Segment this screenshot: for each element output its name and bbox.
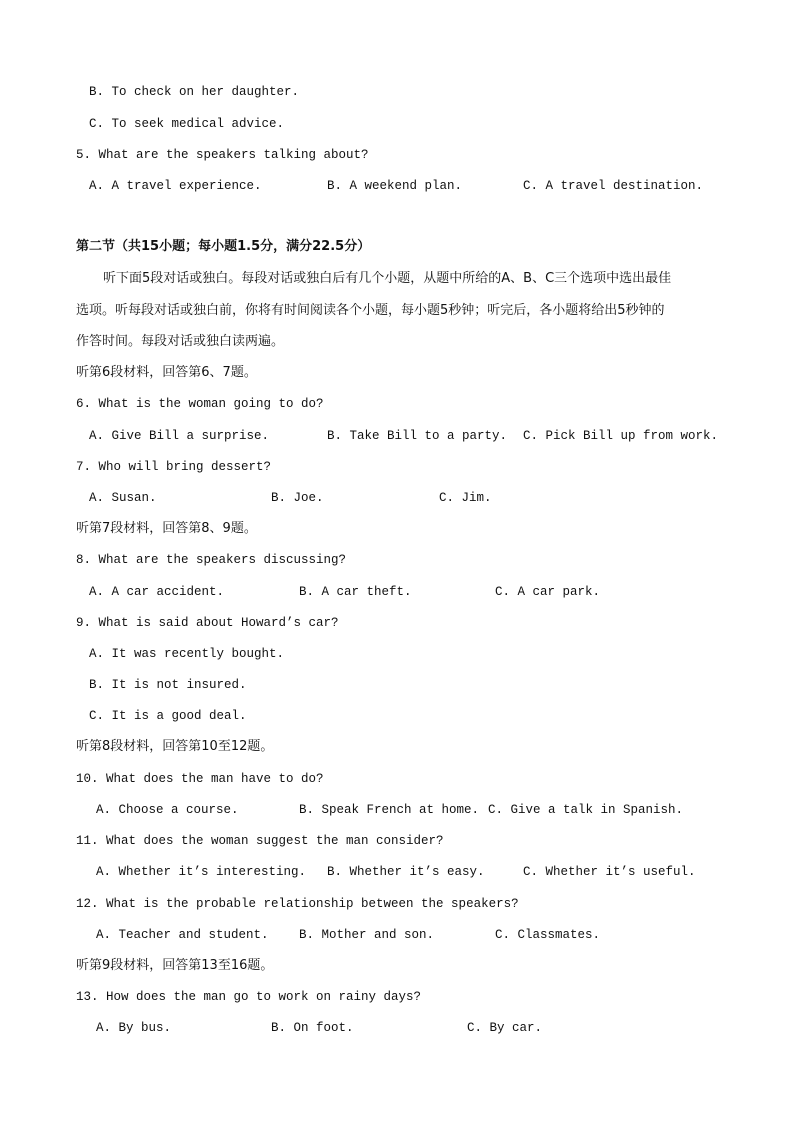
q12-option-a: A. Teacher and student.: [96, 928, 269, 942]
part6-label: 听第6段材料，回答第6、7题。: [76, 365, 257, 380]
q11-option-b: B. Whether it’s easy.: [327, 865, 485, 879]
q10-option-b: B. Speak French at home.: [299, 803, 480, 817]
q7-option-b: B. Joe.: [271, 491, 324, 505]
part9-label: 听第9段材料，回答第13至16题。: [76, 958, 274, 973]
q9-option-b: B. It is not insured.: [89, 678, 247, 692]
q5-option-b: B. A weekend plan.: [327, 179, 463, 193]
q6-stem: 6. What is the woman going to do?: [76, 397, 324, 411]
q4-option-c: C. To seek medical advice.: [89, 117, 285, 131]
q11-stem: 11. What does the woman suggest the man consider?: [76, 834, 444, 848]
q7-option-a: A. Susan.: [89, 491, 157, 505]
q8-option-b: B. A car theft.: [299, 585, 412, 599]
q6-option-c: C. Pick Bill up from work.: [523, 429, 719, 443]
instructions-line-3: 作答时间。每段对话或独白读两遍。: [76, 334, 285, 349]
q8-stem: 8. What are the speakers discussing?: [76, 553, 347, 567]
q6-option-b: B. Take Bill to a party.: [327, 429, 508, 443]
q9-option-a: A. It was recently bought.: [89, 647, 285, 661]
q13-option-a: A. By bus.: [96, 1021, 172, 1035]
q12-option-c: C. Classmates.: [495, 928, 601, 942]
q11-option-a: A. Whether it’s interesting.: [96, 865, 307, 879]
q8-option-c: C. A car park.: [495, 585, 601, 599]
q5-option-a: A. A travel experience.: [89, 179, 262, 193]
section-heading: 第二节（共15小题；每小题1.5分，满分22.5分）: [76, 239, 371, 254]
q4-option-b: B. To check on her daughter.: [89, 85, 300, 99]
q9-option-c: C. It is a good deal.: [89, 709, 247, 723]
q11-option-c: C. Whether it’s useful.: [523, 865, 696, 879]
q7-stem: 7. Who will bring dessert?: [76, 460, 272, 474]
q10-option-a: A. Choose a course.: [96, 803, 239, 817]
q13-option-b: B. On foot.: [271, 1021, 354, 1035]
q5-stem: 5. What are the speakers talking about?: [76, 148, 369, 162]
q13-option-c: C. By car.: [467, 1021, 543, 1035]
q8-option-a: A. A car accident.: [89, 585, 225, 599]
instructions-line-2: 选项。听每段对话或独白前，你将有时间阅读各个小题，每小题5秒钟；听完后，各小题将给出5秒钟的: [76, 303, 665, 318]
q13-stem: 13. How does the man go to work on rainy days?: [76, 990, 422, 1004]
q5-option-c: C. A travel destination.: [523, 179, 704, 193]
q6-option-a: A. Give Bill a surprise.: [89, 429, 270, 443]
part8-label: 听第8段材料，回答第10至12题。: [76, 739, 274, 754]
instructions-line-1: 听下面5段对话或独白。每段对话或独白后有几个小题，从题中所给的A、B、C三个选项中选出最佳: [103, 271, 672, 286]
q12-stem: 12. What is the probable relationship between the speakers?: [76, 897, 519, 911]
q12-option-b: B. Mother and son.: [299, 928, 435, 942]
q10-option-c: C. Give a talk in Spanish.: [488, 803, 684, 817]
q7-option-c: C. Jim.: [439, 491, 492, 505]
q10-stem: 10. What does the man have to do?: [76, 772, 324, 786]
part7-label: 听第7段材料，回答第8、9题。: [76, 521, 257, 536]
q9-stem: 9. What is said about Howard’s car?: [76, 616, 339, 630]
